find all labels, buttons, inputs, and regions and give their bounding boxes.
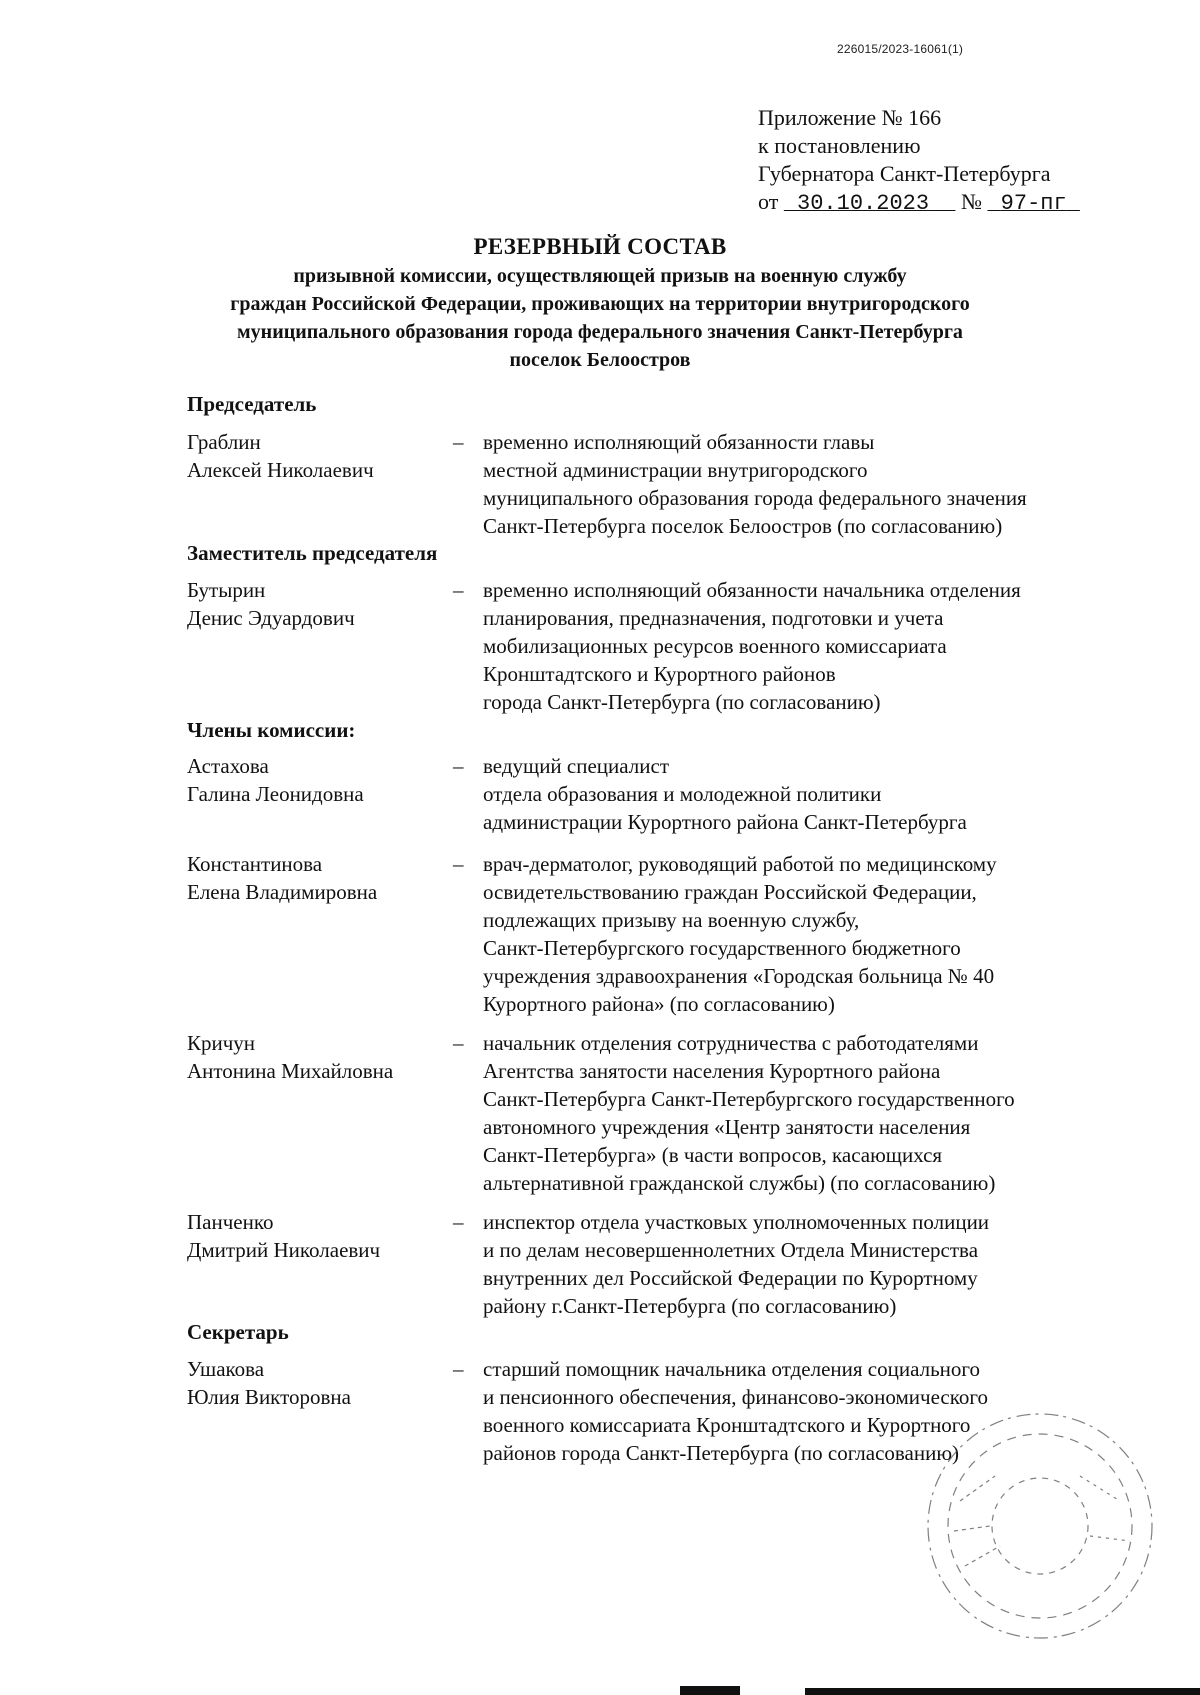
dash-separator: – bbox=[453, 578, 464, 602]
appendix-line-2: к постановлению bbox=[758, 133, 921, 158]
member-duty: начальник отделения сотрудничества с работодателями Агентства занятости населения Курортного района Санкт-Петербурга Санкт-Петербургского государственного автономного учреждения «Центр занятости населения Санкт-Петербурга» (в части вопросов, касающихся альтернативной гражданской службы) (по согласованию) bbox=[483, 1031, 1015, 1195]
member-surname: Астахова bbox=[187, 754, 269, 778]
member-given-name: Галина Леонидовна bbox=[187, 782, 364, 806]
subtitle-line: граждан Российской Федерации, проживающих на территории внутригородского bbox=[230, 293, 970, 315]
member-given-name: Дмитрий Николаевич bbox=[187, 1238, 381, 1262]
subtitle-line: призывной комиссии, осуществляющей призыв на военную службу bbox=[293, 265, 907, 287]
document-title: РЕЗЕРВНЫЙ СОСТАВ bbox=[473, 234, 727, 259]
member-duty: старший помощник начальника отделения социального и пенсионного обеспечения, финансово-экономического военного комиссариата Кронштадтского и Курортного районов города Санкт-Петербурга (по согласованию) bbox=[483, 1357, 988, 1465]
member-surname: Панченко bbox=[187, 1210, 274, 1234]
document-subtitle bbox=[0, 262, 1200, 374]
member-duty: ведущий специалист отдела образования и молодежной политики администрации Курортного района Санкт-Петербурга bbox=[483, 754, 967, 834]
scan-edge-mark bbox=[805, 1688, 1200, 1695]
member-surname: Граблин bbox=[187, 430, 261, 454]
member-duty: врач-дерматолог, руководящий работой по медицинскому освидетельствованию граждан Российской Федерации, подлежащих призыву на военную службу, Санкт-Петербургского государственного бюджетного учреждения здравоохранения «Городская больница № 40 Курортного района» (по согласованию) bbox=[483, 852, 997, 1016]
member-given-name: Елена Владимировна bbox=[187, 880, 378, 904]
official-seal-stamp bbox=[920, 1406, 1160, 1646]
member-name bbox=[187, 428, 447, 484]
member-name bbox=[187, 752, 447, 808]
dash-separator: – bbox=[453, 430, 464, 454]
member-name bbox=[187, 576, 447, 632]
appendix-line-1: Приложение № 166 bbox=[758, 105, 942, 130]
member-duty: временно исполняющий обязанности главы местной администрации внутригородского муниципального образования города федерального значения Санкт-Петербурга поселок Белоостров (по согласованию) bbox=[483, 430, 1027, 538]
member-duty: временно исполняющий обязанности начальника отделения планирования, предназначения, подготовки и учета мобилизационных ресурсов военного комиссариата Кронштадтского и Курортного районов города Санкт-Петербурга (по согласованию) bbox=[483, 578, 1021, 714]
member-given-name: Антонина Михайловна bbox=[187, 1059, 394, 1083]
appendix-block bbox=[758, 104, 1080, 218]
appendix-number: 97-пг bbox=[1000, 191, 1067, 216]
appendix-number-label: № bbox=[960, 189, 982, 214]
dash-separator: – bbox=[453, 754, 464, 778]
member-given-name: Алексей Николаевич bbox=[187, 458, 374, 482]
scan-edge-mark bbox=[680, 1686, 740, 1695]
appendix-line-3: Губернатора Санкт-Петербурга bbox=[758, 161, 1051, 186]
member-given-name: Денис Эдуардович bbox=[187, 606, 355, 630]
member-name bbox=[187, 1208, 447, 1264]
dash-separator: – bbox=[453, 1031, 464, 1055]
member-name bbox=[187, 850, 447, 906]
appendix-date: 30.10.2023 bbox=[797, 191, 930, 216]
section-deputy-chairman: Заместитель председателя bbox=[187, 541, 438, 565]
dash-separator: – bbox=[453, 1210, 464, 1234]
appendix-date-line bbox=[758, 188, 1080, 218]
subtitle-line: поселок Белоостров bbox=[509, 349, 691, 371]
member-surname: Ушакова bbox=[187, 1357, 265, 1381]
subtitle-line: муниципального образования города федерального значения Санкт-Петербурга bbox=[237, 321, 963, 343]
member-surname: Константинова bbox=[187, 852, 323, 876]
member-duty: инспектор отдела участковых уполномоченных полиции и по делам несовершеннолетних Отдела Министерства внутренних дел Российской Федерации по Курортному району г.Санкт-Петербурга (по согласованию) bbox=[483, 1210, 990, 1318]
section-commission-members: Члены комиссии: bbox=[187, 718, 356, 742]
appendix-from-label: от bbox=[758, 189, 779, 214]
section-chairman: Председатель bbox=[187, 392, 317, 416]
member-name bbox=[187, 1029, 447, 1085]
member-surname: Кричун bbox=[187, 1031, 256, 1055]
dash-separator: – bbox=[453, 852, 464, 876]
member-given-name: Юлия Викторовна bbox=[187, 1385, 351, 1409]
document-registration-number: 226015/2023-16061(1) bbox=[837, 42, 964, 56]
section-secretary: Секретарь bbox=[187, 1320, 289, 1344]
member-name bbox=[187, 1355, 447, 1411]
member-surname: Бутырин bbox=[187, 578, 266, 602]
dash-separator: – bbox=[453, 1357, 464, 1381]
